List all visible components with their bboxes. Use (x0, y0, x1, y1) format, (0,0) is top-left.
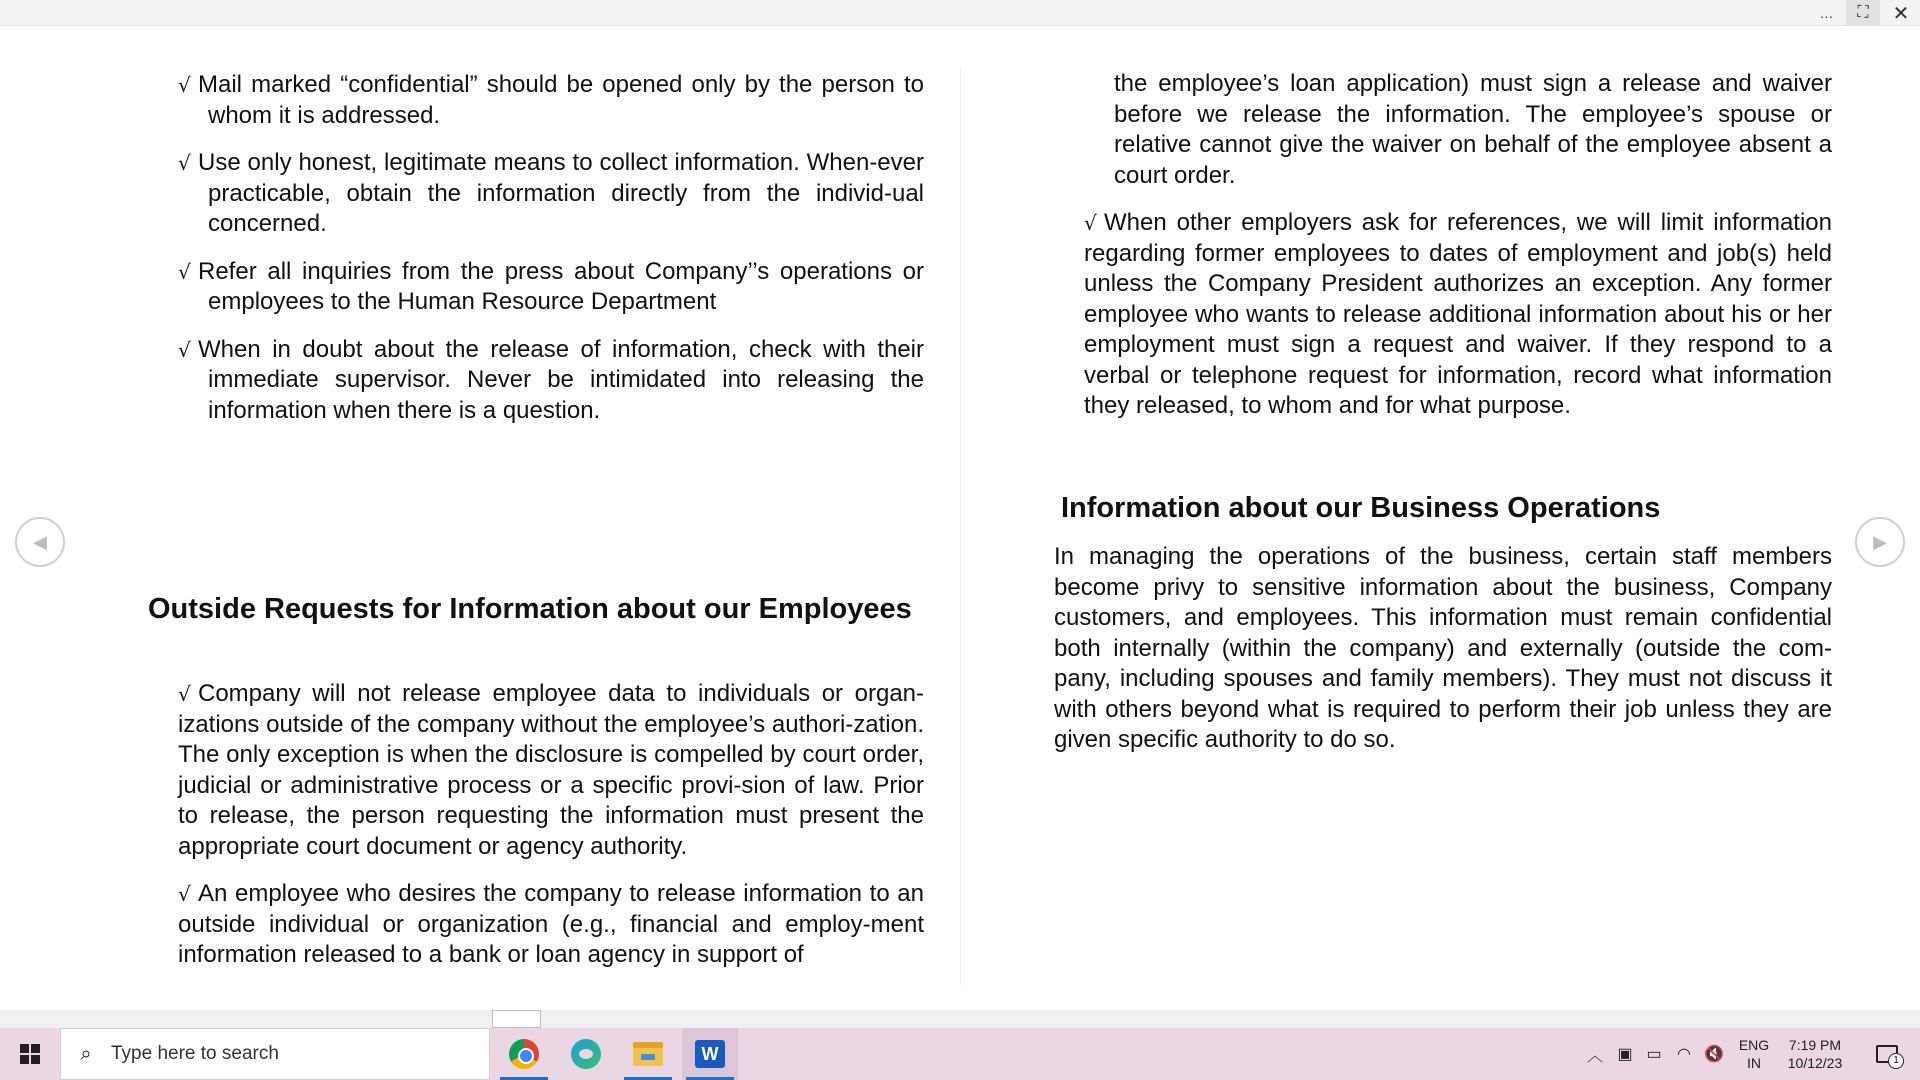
taskbar-app-word[interactable] (682, 1028, 738, 1080)
chevron-right-icon: ▶ (1873, 531, 1887, 552)
previous-page-button[interactable] (15, 517, 65, 567)
checkmark-icon: √ (178, 882, 191, 906)
document-reader (0, 27, 1920, 1010)
section-heading-employees: Outside Requests for Information about our Employees (148, 593, 912, 625)
scrollbar-thumb[interactable] (492, 1010, 541, 1028)
checkmark-icon: √ (178, 682, 191, 706)
clock-date: 10/12/23 (1787, 1055, 1843, 1071)
list-item: √ Use only honest, legitimate means to collect information. When-ever practicable, obtain the information directly from the individ-ual concerned. (178, 149, 924, 237)
taskbar-search-box[interactable] (60, 1028, 490, 1080)
wifi-icon[interactable]: ◠ (1677, 1046, 1691, 1063)
list-item: √ When other employers ask for references, we will limit information regarding former employees to dates of employment and job(s) held unless the Company President authorizes an exception. Any former employee who wants to release additional information about his or her employment must sign a request and waiver. If they respond to a verbal or telephone request for information, record what information they released, to whom and for what purpose. (1084, 209, 1832, 419)
left-page-bottom (148, 679, 924, 988)
notification-count-badge: 1 (1888, 1053, 1904, 1069)
start-button[interactable] (0, 1028, 60, 1080)
edge-icon (571, 1039, 601, 1069)
checkmark-icon: √ (178, 259, 191, 284)
system-clock[interactable] (1780, 1036, 1850, 1072)
taskbar-app-edge[interactable] (558, 1028, 614, 1080)
more-options-icon[interactable]: … (1819, 5, 1835, 21)
taskbar-app-chrome[interactable] (496, 1028, 552, 1080)
chrome-icon (509, 1039, 539, 1069)
list-item: √ When in doubt about the release of information, check with their immediate supervisor. Never be intimidated into releasing the information when there is a question. (178, 335, 924, 424)
checkmark-icon: √ (1084, 211, 1097, 235)
folder-icon (633, 1042, 663, 1066)
list-item: √ Mail marked “confidential” should be opened only by the person to whom it is addressed. (178, 71, 924, 129)
word-icon: W (695, 1040, 725, 1068)
input-language-indicator[interactable]: ENG IN (1738, 1037, 1770, 1071)
battery-icon[interactable]: ▭ (1646, 1046, 1662, 1063)
close-button[interactable]: ✕ (1892, 2, 1910, 25)
chevron-left-icon: ◀ (33, 531, 47, 552)
body-paragraph: In managing the operations of the business, certain staff members become privy to sensitive information about the business, Company customers, and employees. This information must remain confidential both internally (within the company) and externally (outside the com-pany, including spouses and family members). They must not discuss it with others beyond what is required to perform their job unless they are given specific authority to do so. (1054, 543, 1832, 753)
checkmark-icon: √ (178, 151, 191, 175)
windows-logo-icon (20, 1044, 40, 1064)
horizontal-scrollbar[interactable] (0, 1010, 1920, 1028)
list-item: √ Company will not release employee data to individuals or organ-izations outside of the company without the employee’s authori-zation. The only exception is when the disclosure is compelled by court order, judicial or administrative process or a specific provi-sion of law. Prior to release, the person requesting the information must present the appropriate court document or agency authority. (178, 680, 924, 860)
window-title-bar (0, 0, 1920, 26)
search-icon: ⌕ (80, 1042, 92, 1065)
show-hidden-icons-button[interactable] (1580, 1028, 1610, 1080)
search-placeholder: Type here to search (111, 1043, 279, 1064)
clock-time: 7:19 PM (1788, 1037, 1842, 1053)
checkmark-icon: √ (178, 337, 191, 362)
taskbar-app-file-explorer[interactable] (620, 1028, 676, 1080)
volume-muted-icon[interactable]: 🔇 (1704, 1046, 1724, 1063)
list-item-continuation: the employee’s loan application) must sign a release and waiver before we release the information. The employee’s spouse or relative cannot give the waiver on behalf of the employee absent a court order. (1114, 70, 1832, 189)
checkmark-icon: √ (178, 73, 191, 97)
section-heading-business: Information about our Business Operations (1061, 492, 1661, 524)
notification-icon (1876, 1045, 1899, 1066)
page-divider (960, 67, 961, 985)
fullscreen-button[interactable]: ⛶ (1846, 0, 1880, 26)
right-page-top (1054, 69, 1832, 439)
next-page-button[interactable] (1855, 517, 1905, 567)
list-item: √ Refer all inquiries from the press about Company’’s operations or employees to the Human Resource Department (178, 257, 924, 315)
chevron-up-icon: ︿ (1586, 1047, 1603, 1065)
taskbar (0, 1028, 1920, 1080)
left-page-top (148, 70, 924, 443)
list-item: √ An employee who desires the company to release information to an outside individual or organization (e.g., financial and employ-ment information released to a bank or loan agency in support of (178, 880, 924, 968)
meet-now-icon[interactable]: ▣ (1617, 1046, 1633, 1063)
notification-center-button[interactable] (1862, 1028, 1912, 1080)
